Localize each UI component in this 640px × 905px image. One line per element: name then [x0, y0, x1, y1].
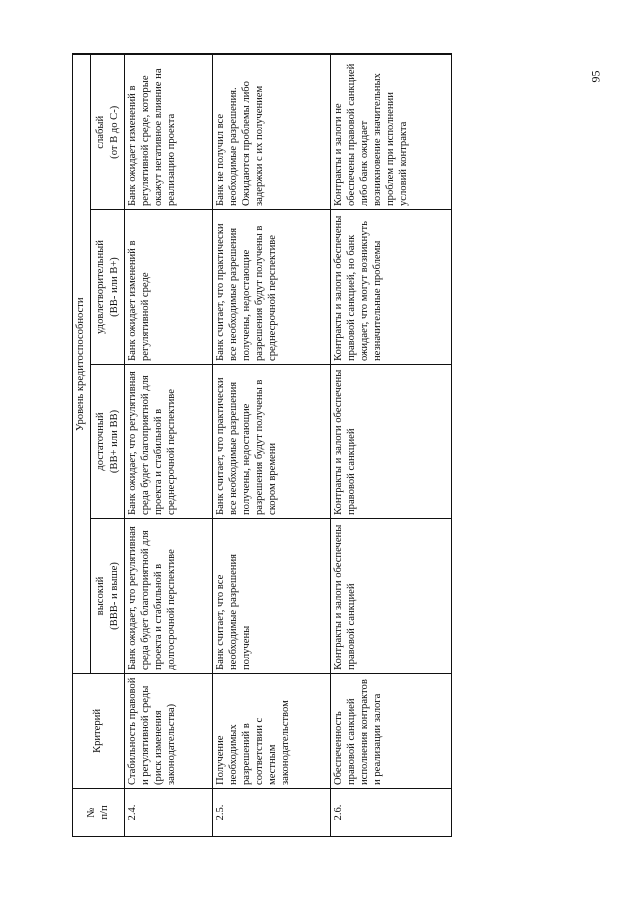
- table-row: [331, 55, 452, 837]
- row-number: 2.4.: [125, 789, 213, 837]
- cell-high: Банк считает, что все необходимые разрешения получены: [213, 519, 331, 674]
- cell-adequate: Контракты и залоги обеспечены правовой санкцией: [331, 365, 452, 519]
- header-level-satisfactory: удовлетворительный (ВВ- или В+): [91, 210, 125, 365]
- row-number: 2.5.: [213, 789, 331, 837]
- table-row: [213, 55, 331, 837]
- creditworthiness-table: [72, 54, 452, 838]
- cell-weak: Банк ожидает изменений в регулятивной среде, которые окажут негативное влияние на реализацию проекта: [125, 55, 213, 210]
- page-number: 95: [588, 70, 603, 82]
- header-creditworthiness-level: Уровень кредитоспособности: [73, 55, 91, 674]
- cell-weak: Банк не получил все необходимые разрешения. Ожидаются проблемы либо задержки с их получением: [213, 55, 331, 210]
- header-criterion: Критерий: [73, 674, 125, 789]
- cell-weak: Контракты и залоги не обеспечены правовой санкцией либо банк ожидает возникновение значительных проблем при исполнении условий контракта: [331, 55, 452, 210]
- row-number: 2.6.: [331, 789, 452, 837]
- header-level-high: высокий (ВВВ- и выше): [91, 519, 125, 674]
- cell-satisfactory: Банк считает, что практически все необходимые разрешения получены, недостающие разрешения будут получены в среднесрочной перспективе: [213, 210, 331, 365]
- header-level-adequate: достаточный (ВВ+ или ВВ): [91, 365, 125, 519]
- cell-satisfactory: Банк ожидает изменений в регулятивной среде: [125, 210, 213, 365]
- cell-adequate: Банк считает, что практически все необходимые разрешения получены, недостающие разрешения будут получены в скором времени: [213, 365, 331, 519]
- cell-satisfactory: Контракты и залоги обеспечены правовой санкцией, но банк ожидает, что могут возникнуть незначительные проблемы: [331, 210, 452, 365]
- rotated-table-container: [72, 55, 451, 837]
- cell-adequate: Банк ожидает, что регулятивная среда будет благоприятной для проекта и стабильной в среднесрочной перспективе: [125, 365, 213, 519]
- table-row: [125, 55, 213, 837]
- cell-high: Контракты и залоги обеспечены правовой санкцией: [331, 519, 452, 674]
- header-level-weak: слабый (от В до С-): [91, 55, 125, 210]
- row-criterion: Стабильность правовой и регулятивной среды (риск изменения законодательства): [125, 674, 213, 789]
- row-criterion: Обеспеченность правовой санкцией исполнения контрактов и реализации залога: [331, 674, 452, 789]
- cell-high: Банк ожидает, что регулятивная среда будет благоприятной для проекта и стабильной в долгосрочной перспективе: [125, 519, 213, 674]
- row-criterion: Получение необходимых разрешений в соответствии с местным законодательством: [213, 674, 331, 789]
- header-number: № п/п: [73, 789, 125, 837]
